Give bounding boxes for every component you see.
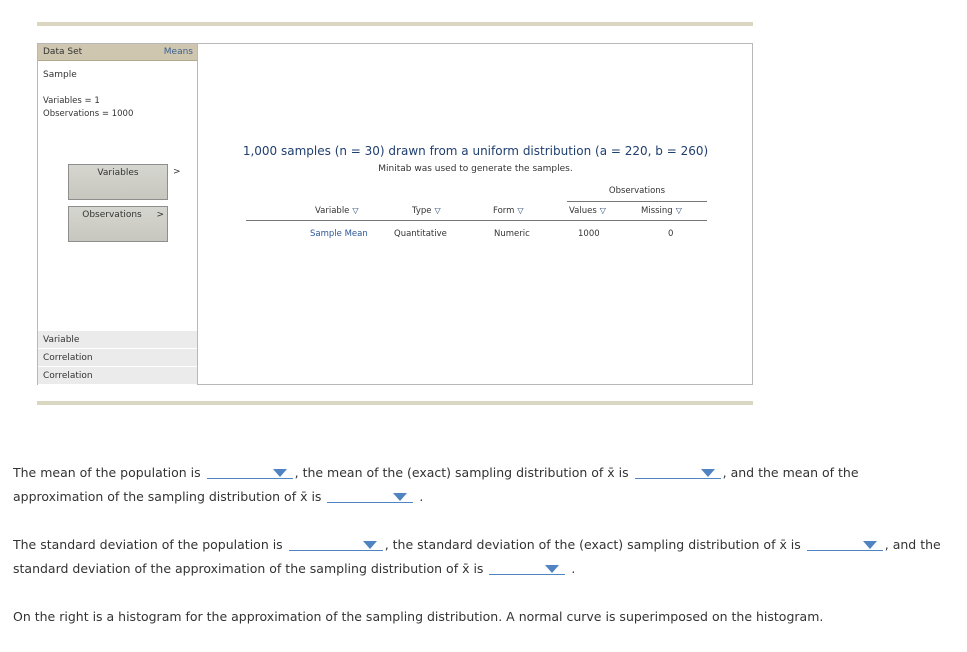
cell-missing: 0 [668,229,674,239]
observations-group-header: Observations [608,186,666,196]
population-sd-dropdown[interactable] [289,537,383,551]
data-viewer-panel [37,43,753,385]
question-mean-line-1 [13,465,859,480]
question-period: . [419,489,424,504]
column-header-label: Variable [315,206,350,216]
dataset-header-label: Data Set [43,47,83,57]
question-sd-line-1 [13,537,941,552]
bottom-divider [37,401,753,405]
question-text: The mean of the population is [13,465,201,480]
approx-sampling-sd-dropdown[interactable] [489,561,565,575]
exact-sampling-sd-dropdown[interactable] [807,537,883,551]
variables-button-label: Variables [97,168,139,178]
question-period: . [571,561,576,576]
variables-count: Variables = 1 [43,96,100,106]
sort-triangle-icon: ▽ [599,206,606,215]
observations-count: Observations = 1000 [43,109,134,119]
column-header-label: Type [412,206,432,216]
sort-triangle-icon: ▽ [352,206,359,215]
sidebar-item-label: Correlation [43,371,93,381]
dataset-content [199,44,752,384]
sidebar-item-label: Correlation [43,353,93,363]
column-header-type[interactable] [412,206,441,216]
dataset-title: 1,000 samples (n = 30) drawn from a uniform distribution (a = 220, b = 260) [242,144,709,158]
observations-button-label: Observations [82,210,142,220]
cell-sample-mean[interactable]: Sample Mean [310,229,368,239]
sidebar-header [38,44,197,61]
column-header-missing[interactable] [641,206,682,216]
caret-down-icon [363,541,377,549]
sidebar [38,44,198,384]
dataset-subtitle: Minitab was used to generate the samples. [378,164,573,174]
sort-triangle-icon: ▽ [675,206,682,215]
column-header-values[interactable] [569,206,606,216]
sidebar-item-correlation-2[interactable] [38,367,197,385]
observations-button[interactable] [68,206,168,242]
question-text: , and the [884,537,941,552]
histogram-note: On the right is a histogram for the approximation of the sampling distribution. A normal curve is superimposed on the histogram. [13,609,824,624]
variables-expand-arrow[interactable]: > [173,167,181,177]
cell-values: 1000 [578,229,600,239]
column-header-label: Values [569,206,597,216]
observations-expand-arrow: > [156,210,164,220]
question-text: The standard deviation of the population is [13,537,283,552]
question-text: , the standard deviation of the (exact) sampling distribution of x̄ is [384,537,801,552]
observations-group-underline [567,201,707,202]
question-sd-line-2 [13,561,575,576]
variables-button[interactable] [68,164,168,200]
question-mean-line-2 [13,489,423,504]
caret-down-icon [863,541,877,549]
caret-down-icon [545,565,559,573]
sort-triangle-icon: ▽ [517,206,524,215]
population-mean-dropdown[interactable] [207,465,293,479]
table-header-underline [246,220,707,221]
column-header-label: Missing [641,206,673,216]
question-text: , the mean of the (exact) sampling distribution of x̄ is [294,465,629,480]
sort-triangle-icon: ▽ [434,206,441,215]
approx-sampling-mean-dropdown[interactable] [327,489,413,503]
sidebar-item-correlation[interactable] [38,349,197,367]
means-link[interactable]: Means [163,47,193,57]
cell-type: Quantitative [394,229,447,239]
dataset-name: Sample [43,70,77,80]
question-text: , and the mean of the [722,465,859,480]
exact-sampling-mean-dropdown[interactable] [635,465,721,479]
sidebar-item-variable[interactable] [38,331,197,349]
question-text: standard deviation of the approximation of the sampling distribution of x̄ is [13,561,484,576]
column-header-variable[interactable] [315,206,359,216]
question-text: approximation of the sampling distribution of x̄ is [13,489,322,504]
column-header-form[interactable] [493,206,524,216]
caret-down-icon [701,469,715,477]
cell-form: Numeric [494,229,530,239]
column-header-label: Form [493,206,515,216]
sidebar-item-label: Variable [43,335,80,345]
top-divider [37,22,753,26]
caret-down-icon [393,493,407,501]
caret-down-icon [273,469,287,477]
